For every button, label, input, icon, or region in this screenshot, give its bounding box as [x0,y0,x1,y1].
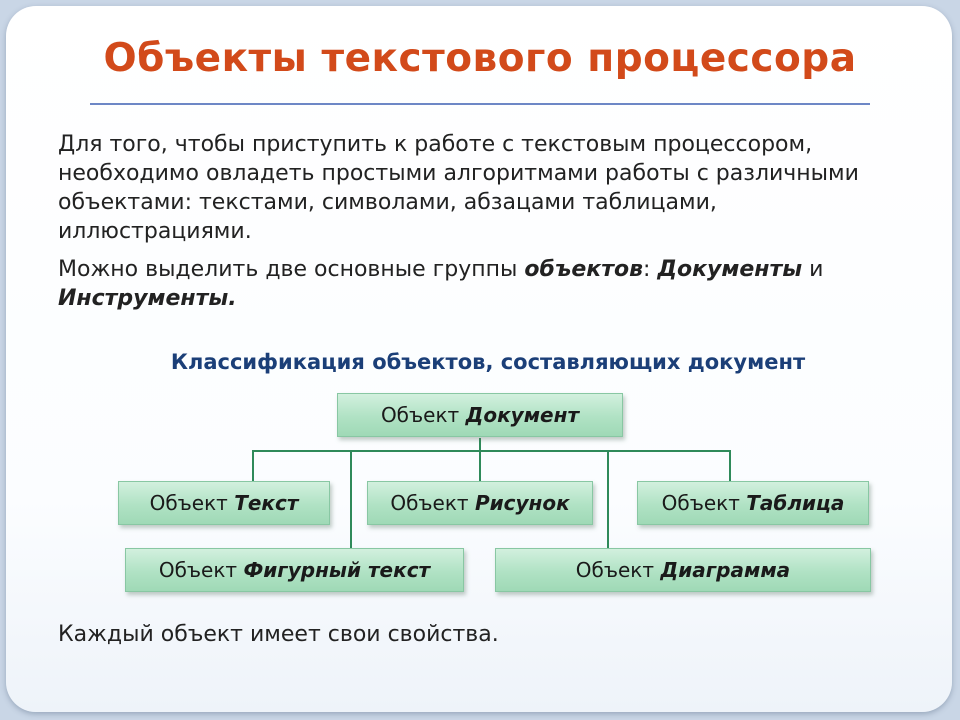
groups-colon: : [643,257,658,282]
groups-line-2 [58,284,918,313]
diagram-heading: Классификация объектов, составляющих документ [170,350,806,374]
node-name: Рисунок [474,491,570,515]
node-prefix: Объект [380,403,466,427]
node-name: Документ [465,403,580,427]
groups-period: . [228,286,237,311]
connector-text [252,450,254,482]
connector-wordart [350,450,352,548]
title-underline [90,103,870,105]
groups-line-1 [58,255,918,284]
branch-bar [252,450,731,452]
node-name: Диаграмма [660,558,791,582]
documents-word: Документы [657,257,803,282]
node-name: Фигурный текст [243,558,431,582]
node-name: Таблица [746,491,845,515]
node-prefix: Объект [575,558,661,582]
node-chart [495,548,871,592]
connector-picture [479,450,481,482]
node-picture [367,481,593,525]
intro-line: необходимо овладеть простыми алгоритмами работы с различными [58,161,859,186]
node-text [118,481,330,525]
groups-paragraph [58,255,918,313]
groups-text: Можно выделить две основные группы [58,257,525,282]
tools-word: Инструменты [58,286,229,311]
slide-title: Объекты текстового процессора [103,36,857,81]
node-table [637,481,869,525]
footer-text: Каждый объект имеет свои свойства. [58,622,499,647]
node-name: Текст [234,491,299,515]
node-wordart [125,548,464,592]
node-prefix: Объект [158,558,244,582]
node-prefix: Объект [149,491,235,515]
node-prefix: Объект [390,491,475,515]
intro-line: иллюстрациями. [58,219,252,244]
groups-and: и [802,257,824,282]
intro-line: Для того, чтобы приступить к работе с текстовым процессором, [58,132,813,157]
objects-word: объектов [524,257,643,282]
intro-line: объектами: текстами, символами, абзацами таблицами, [58,190,717,215]
connector-table [729,450,731,482]
connector-chart [607,450,609,548]
node-document [337,393,623,437]
intro-paragraph [58,130,918,246]
node-prefix: Объект [661,491,747,515]
